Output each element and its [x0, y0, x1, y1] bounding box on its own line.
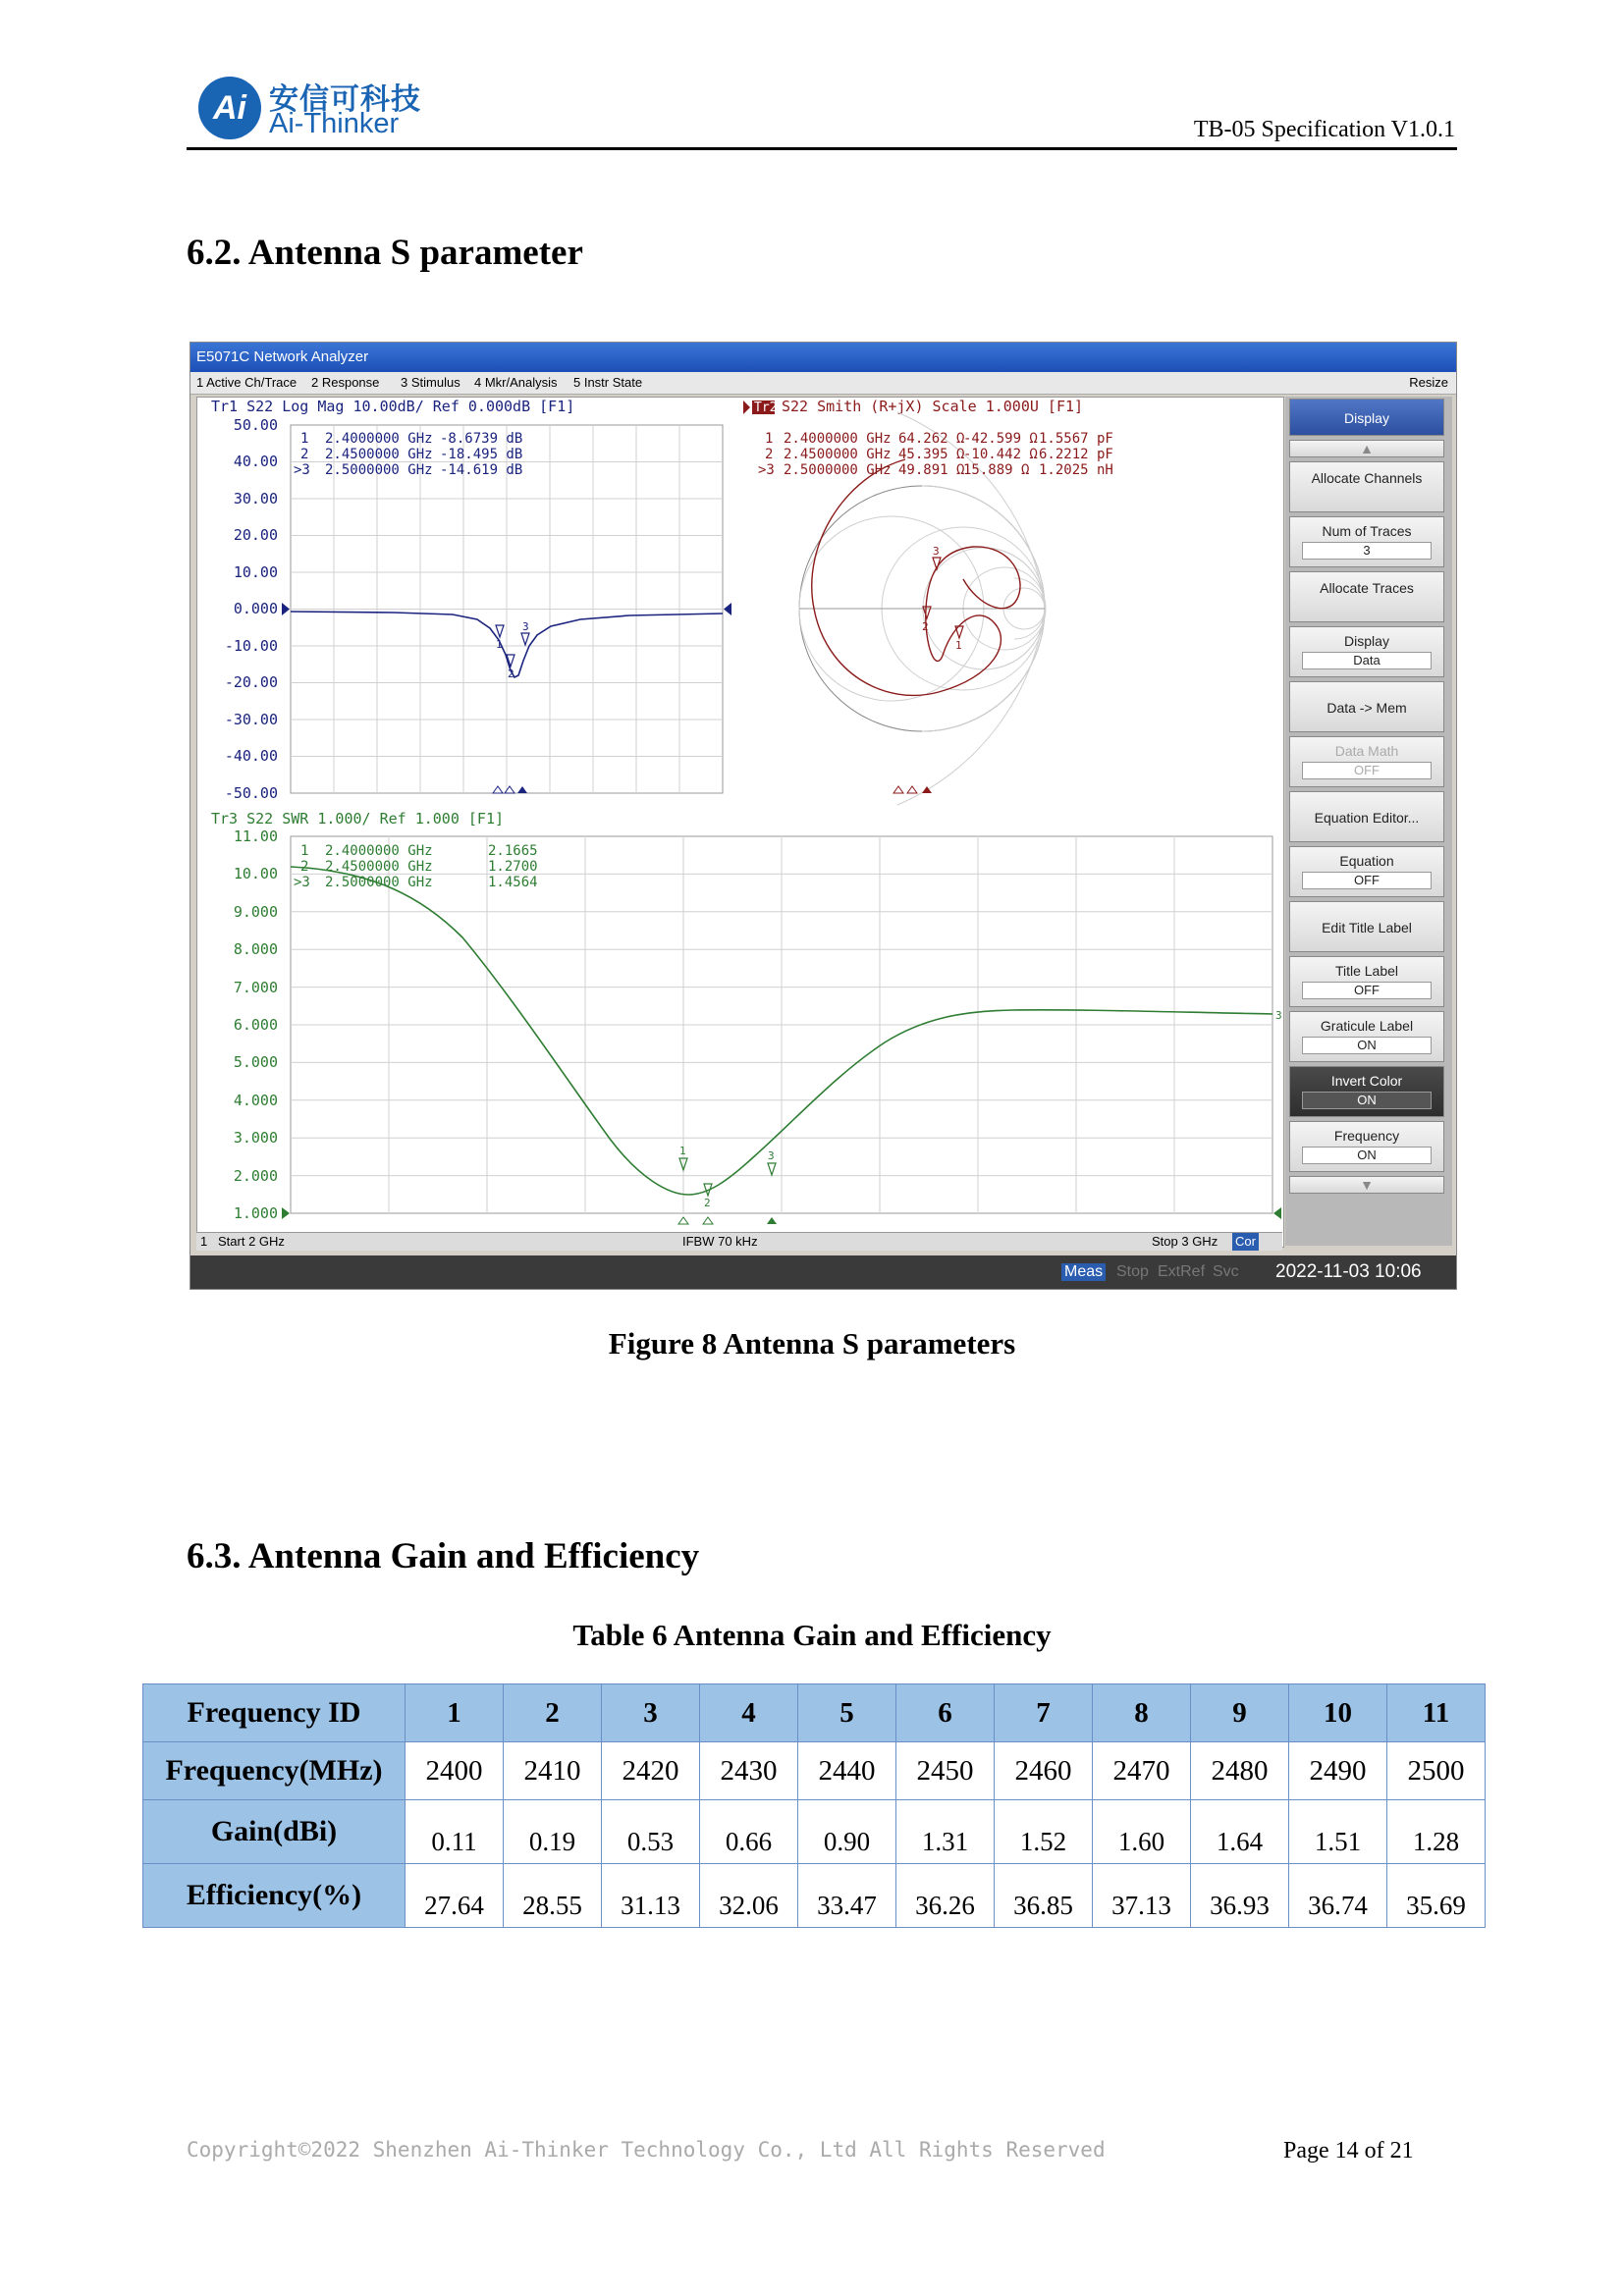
menu-item: 5 Instr State	[573, 375, 643, 390]
softkey-panel	[1285, 397, 1452, 1246]
tr3-ref-marker-right	[1273, 1207, 1281, 1219]
table-cell: 1.60	[1093, 1800, 1191, 1864]
softkey-equation-editor[interactable]: Equation Editor...	[1289, 791, 1444, 842]
stop-indicator: Stop	[1116, 1263, 1149, 1280]
tr2-marker-c: 6.2212 pF	[1039, 447, 1113, 462]
svg-text:1: 1	[496, 638, 503, 651]
tr1-ref-marker	[282, 603, 290, 615]
tr1-ref-marker-right	[724, 603, 731, 615]
tr3-marker-id: >3	[294, 875, 310, 890]
tr3-y-axis	[234, 828, 278, 1222]
softkey-title-label-label: Title Label	[1334, 963, 1399, 979]
tr1-ytick: -20.00	[224, 673, 278, 691]
tr2-marker-c: 1.2025 nH	[1039, 462, 1113, 478]
tr3-marker-freq: 2.4500000 GHz	[325, 859, 433, 875]
tr3-markers	[679, 1009, 1282, 1209]
tr3-marker-freq: 2.4000000 GHz	[325, 843, 433, 859]
softkey-num-traces-label: Num of Traces	[1322, 523, 1412, 539]
menu-item: 4 Mkr/Analysis	[474, 375, 558, 390]
softkey-num-traces[interactable]	[1289, 516, 1444, 567]
tr3-ytick: 11.00	[233, 828, 278, 845]
network-analyzer-screenshot	[189, 342, 1457, 1290]
plot-area	[196, 397, 1284, 1248]
tr1-marker-freq: 2.5000000 GHz	[325, 462, 433, 478]
table-cell: 1.28	[1387, 1800, 1486, 1864]
scroll-up-icon[interactable]: ▲	[1289, 440, 1444, 457]
softkey-title-label-value: OFF	[1302, 982, 1432, 999]
table-cell: 2430	[700, 1742, 798, 1800]
gain-efficiency-table	[142, 1683, 1486, 1928]
tr2-active-indicator	[743, 400, 750, 414]
tr3-marker-id: 1	[300, 843, 309, 859]
meas-indicator: Meas	[1061, 1263, 1106, 1281]
tr2-marker-x: -42.599 Ω	[963, 431, 1038, 447]
table-cell: 1.51	[1289, 1800, 1387, 1864]
tr1-ytick: -30.00	[224, 711, 278, 728]
softkey-equation-value: OFF	[1302, 872, 1432, 889]
instrument-status-bar	[190, 1255, 1456, 1289]
table-cell: 2460	[995, 1742, 1093, 1800]
svg-text:3: 3	[933, 545, 940, 558]
correction-indicator: Cor	[1232, 1233, 1259, 1251]
tr2-marker-r: 64.262 Ω	[898, 431, 965, 447]
tr3-marker-id: 2	[300, 859, 309, 875]
table-cell: 0.53	[602, 1800, 700, 1864]
tr3-marker-value: 1.4564	[488, 875, 538, 890]
figure-caption: Figure 8 Antenna S parameters	[608, 1326, 1016, 1361]
tr1-marker-freq: 2.4500000 GHz	[325, 447, 433, 462]
if-bandwidth: IFBW 70 kHz	[682, 1234, 758, 1249]
svc-indicator: Svc	[1213, 1263, 1239, 1280]
tr1-ytick: 0.000	[233, 600, 278, 617]
svg-text:1: 1	[955, 639, 962, 652]
tr3-ytick: 5.000	[233, 1053, 278, 1071]
tr3-ytick: 2.000	[233, 1167, 278, 1185]
softkey-invert-color[interactable]	[1289, 1066, 1444, 1117]
table-cell: 2400	[406, 1742, 504, 1800]
softkey-data-math[interactable]	[1289, 736, 1444, 787]
softkey-graticule-label[interactable]	[1289, 1011, 1444, 1062]
tr2-marker-x: -10.442 Ω	[963, 447, 1038, 462]
tr1-ytick: 10.00	[233, 563, 278, 581]
row-header: Efficiency(%)	[143, 1864, 406, 1928]
instrument-datetime: 2022-11-03 10:06	[1275, 1261, 1422, 1282]
softkey-frequency-value: ON	[1302, 1147, 1432, 1164]
softkey-display-header[interactable]: Display	[1289, 399, 1444, 436]
footer-copyright: Copyright©2022 Shenzhen Ai-Thinker Technology Co., Ltd All Rights Reserved	[187, 2138, 1106, 2162]
tr2-smith-trace	[812, 459, 1020, 695]
table-caption: Table 6 Antenna Gain and Efficiency	[572, 1618, 1052, 1652]
table-cell: 37.13	[1093, 1864, 1191, 1928]
tr3-ytick: 8.000	[233, 940, 278, 958]
tr2-marker-freq: 2.4000000 GHz	[784, 431, 892, 447]
softkey-data-math-label: Data Math	[1334, 743, 1399, 759]
tr3-ytick: 7.000	[233, 979, 278, 996]
document-title: TB-05 Specification V1.0.1	[1193, 117, 1455, 142]
row-header: Gain(dBi)	[143, 1800, 406, 1864]
table-cell: 0.90	[798, 1800, 896, 1864]
svg-text:3: 3	[522, 620, 529, 633]
softkey-frequency[interactable]	[1289, 1121, 1444, 1172]
tr3-ref-marker	[282, 1207, 290, 1219]
tr2-marker-r: 49.891 Ω	[898, 462, 965, 478]
table-cell: 36.74	[1289, 1864, 1387, 1928]
softkey-display-data-value: Data	[1302, 652, 1432, 669]
tr1-ytick: 30.00	[233, 490, 278, 507]
scroll-down-icon[interactable]: ▼	[1289, 1176, 1444, 1194]
header-rule	[187, 147, 1457, 150]
softkey-equation[interactable]	[1289, 846, 1444, 897]
softkey-display-data[interactable]	[1289, 626, 1444, 677]
softkey-equation-label: Equation	[1339, 853, 1394, 869]
softkey-allocate-channels[interactable]: Allocate Channels	[1289, 461, 1444, 512]
tr3-marker-readout	[294, 843, 538, 890]
status-bar	[196, 1232, 1282, 1251]
table-cell: 7	[995, 1684, 1093, 1742]
table-cell: 36.85	[995, 1864, 1093, 1928]
table-cell: 1.52	[995, 1800, 1093, 1864]
table-cell: 6	[896, 1684, 995, 1742]
tr2-stimulus-markers	[893, 786, 932, 793]
table-row	[143, 1864, 1486, 1928]
tr1-ytick: 20.00	[233, 526, 278, 544]
tr3-stimulus-markers	[678, 1217, 777, 1224]
tr1-ytick: 50.00	[233, 416, 278, 434]
table-cell: 8	[1093, 1684, 1191, 1742]
company-logo-mark: Ai	[198, 77, 261, 139]
softkey-edit-title-label[interactable]: Edit Title Label	[1289, 901, 1444, 952]
tr1-marker-value: -8.6739 dB	[440, 431, 523, 447]
tr2-marker-id: >3	[758, 462, 775, 478]
svg-text:2: 2	[508, 667, 514, 680]
tr2-marker-freq: 2.5000000 GHz	[784, 462, 892, 478]
tr1-marker-readout	[294, 431, 522, 478]
extref-indicator: ExtRef	[1158, 1263, 1206, 1280]
svg-text:3: 3	[1275, 1009, 1282, 1022]
table-cell: 2500	[1387, 1742, 1486, 1800]
table-cell: 2440	[798, 1742, 896, 1800]
tr3-marker-value: 1.2700	[488, 859, 538, 875]
tr1-marker-id: >3	[294, 462, 310, 478]
softkey-title-label[interactable]	[1289, 956, 1444, 1007]
window-title: E5071C Network Analyzer	[190, 343, 1456, 372]
tr2-marker-c: 1.5567 pF	[1039, 431, 1113, 447]
tr1-marker-value: -14.619 dB	[440, 462, 523, 478]
table-cell: 1.31	[896, 1800, 995, 1864]
tr1-marker-value: -18.495 dB	[440, 447, 523, 462]
table-cell: 33.47	[798, 1864, 896, 1928]
table-cell: 10	[1289, 1684, 1387, 1742]
tr3-ytick: 3.000	[233, 1129, 278, 1147]
tr2-marker-r: 45.395 Ω	[898, 447, 965, 462]
menu-item: 3 Stimulus	[401, 375, 460, 390]
menu-item: 1 Active Ch/Trace	[196, 375, 298, 390]
tr2-header: S22 Smith (R+jX) Scale 1.000U [F1]	[782, 398, 1084, 415]
table-row	[143, 1742, 1486, 1800]
channel-number: 1	[200, 1234, 208, 1249]
tr1-marker-id: 1	[300, 431, 309, 447]
table-cell: 9	[1191, 1684, 1289, 1742]
row-header: Frequency(MHz)	[143, 1742, 406, 1800]
stop-frequency: Stop 3 GHz	[1152, 1234, 1218, 1249]
softkey-data-to-mem[interactable]: Data -> Mem	[1289, 681, 1444, 732]
tr1-ytick: -40.00	[224, 747, 278, 765]
table-cell: 36.93	[1191, 1864, 1289, 1928]
table-row	[143, 1684, 1486, 1742]
softkey-invert-color-label: Invert Color	[1330, 1073, 1403, 1089]
footer-page-number: Page 14 of 21	[1283, 2138, 1414, 2163]
tr2-marker-id: 2	[765, 447, 774, 462]
table-cell: 0.11	[406, 1800, 504, 1864]
tr1-ytick: -10.00	[224, 637, 278, 655]
table-cell: 2	[504, 1684, 602, 1742]
table-cell: 2490	[1289, 1742, 1387, 1800]
tr1-ytick: 40.00	[233, 453, 278, 470]
table-cell: 0.19	[504, 1800, 602, 1864]
table-cell: 3	[602, 1684, 700, 1742]
menu-item-resize: Resize	[1409, 375, 1448, 390]
svg-text:2: 2	[922, 620, 929, 633]
svg-text:3: 3	[768, 1149, 775, 1162]
tr2-marker-freq: 2.4500000 GHz	[784, 447, 892, 462]
table-cell: 35.69	[1387, 1864, 1486, 1928]
table-cell: 31.13	[602, 1864, 700, 1928]
company-logo-english: Ai-Thinker	[269, 108, 400, 139]
menu-bar	[190, 372, 1456, 395]
table-cell: 2420	[602, 1742, 700, 1800]
table-cell: 1.64	[1191, 1800, 1289, 1864]
analyzer-plots	[197, 398, 1283, 1232]
tr1-header: Tr1 S22 Log Mag 10.00dB/ Ref 0.000dB [F1]	[211, 398, 575, 415]
table-cell: 36.26	[896, 1864, 995, 1928]
menu-item: 2 Response	[311, 375, 380, 390]
tr3-marker-freq: 2.5000000 GHz	[325, 875, 433, 890]
tr3-marker-value: 2.1665	[488, 843, 538, 859]
tr1-ytick: -50.00	[224, 784, 278, 802]
tr3-grid	[291, 836, 1272, 1213]
softkey-invert-color-value: ON	[1302, 1092, 1432, 1109]
tr3-ytick: 4.000	[233, 1092, 278, 1109]
tr2-marker-x: 15.889 Ω	[963, 462, 1030, 478]
softkey-data-math-value: OFF	[1302, 762, 1432, 779]
table-cell: 5	[798, 1684, 896, 1742]
table-cell: 2470	[1093, 1742, 1191, 1800]
table-cell: 1	[406, 1684, 504, 1742]
table-cell: 2450	[896, 1742, 995, 1800]
tr3-ytick: 6.000	[233, 1016, 278, 1034]
tr3-ytick: 10.00	[233, 865, 278, 882]
tr3-ytick: 1.000	[233, 1204, 278, 1222]
softkey-num-traces-value: 3	[1302, 542, 1432, 560]
table-cell: 27.64	[406, 1864, 504, 1928]
tr2-marker-readout	[758, 431, 1113, 478]
softkey-graticule-label-label: Graticule Label	[1320, 1018, 1414, 1034]
section-heading-6-3: 6.3. Antenna Gain and Efficiency	[187, 1536, 700, 1576]
softkey-display-data-label: Display	[1344, 633, 1389, 649]
company-logo-chinese: 安信可科技	[269, 82, 421, 117]
tr3-header: Tr3 S22 SWR 1.000/ Ref 1.000 [F1]	[211, 810, 505, 828]
tr1-marker-id: 2	[300, 447, 309, 462]
start-frequency: Start 2 GHz	[218, 1234, 285, 1249]
table-cell: 11	[1387, 1684, 1486, 1742]
section-heading-6-2: 6.2. Antenna S parameter	[187, 233, 583, 273]
table-cell: 28.55	[504, 1864, 602, 1928]
tr2-tag: Tr2	[754, 400, 778, 415]
svg-text:1: 1	[679, 1145, 686, 1157]
tr1-markers	[496, 620, 529, 680]
tr2-marker-id: 1	[765, 431, 774, 447]
tr1-y-axis	[225, 416, 278, 802]
table-cell: 0.66	[700, 1800, 798, 1864]
row-header: Frequency ID	[143, 1684, 406, 1742]
table-cell: 2480	[1191, 1742, 1289, 1800]
svg-text:2: 2	[704, 1197, 711, 1209]
softkey-graticule-label-value: ON	[1302, 1037, 1432, 1054]
table-cell: 32.06	[700, 1864, 798, 1928]
softkey-frequency-label: Frequency	[1333, 1128, 1400, 1144]
softkey-allocate-traces[interactable]: Allocate Traces	[1289, 571, 1444, 622]
table-cell: 2410	[504, 1742, 602, 1800]
table-row	[143, 1800, 1486, 1864]
tr1-stimulus-markers	[493, 786, 527, 793]
tr3-ytick: 9.000	[233, 903, 278, 921]
tr1-marker-freq: 2.4000000 GHz	[325, 431, 433, 447]
table-cell: 4	[700, 1684, 798, 1742]
tr1-grid	[291, 425, 723, 793]
